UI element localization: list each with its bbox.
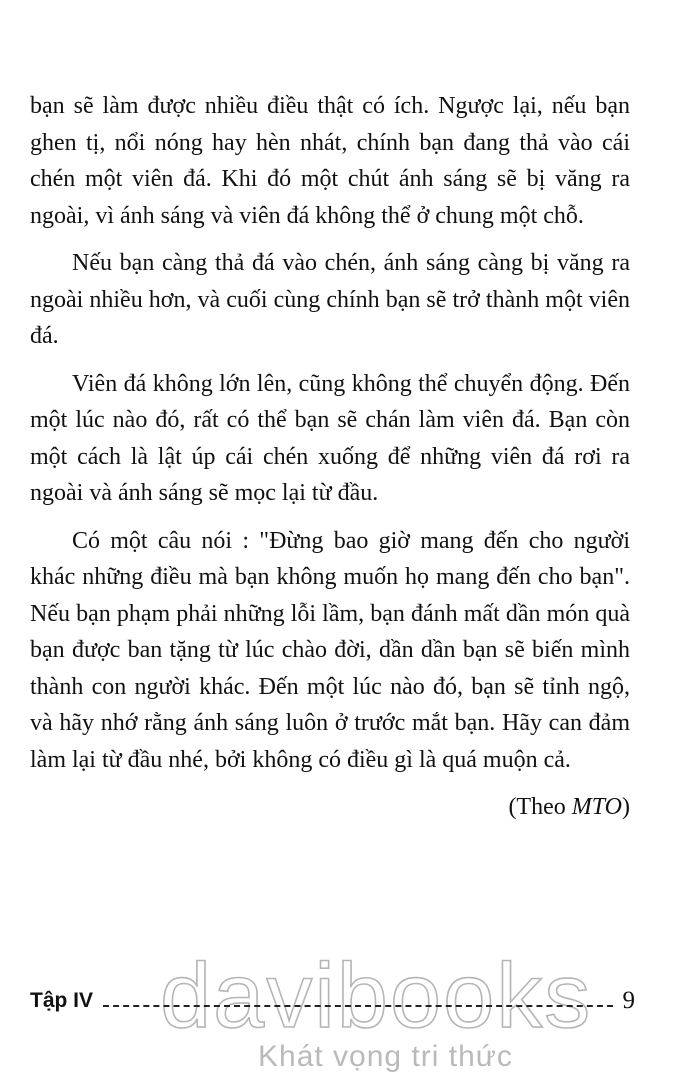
page-body	[30, 88, 630, 825]
source-citation	[30, 789, 630, 825]
page-number: 9	[622, 987, 635, 1014]
source-name: MTO	[571, 794, 622, 820]
paragraph-3: Viên đá không lớn lên, cũng không thể chuyển động. Đến một lúc nào đó, rất có thể bạn sẽ chán làm viên đá. Bạn còn một cách là lật úp cái chén xuống để những viên đá rơi ra ngoài và ánh sáng sẽ mọc lại từ đầu.	[30, 370, 630, 506]
source-prefix: (Theo	[508, 794, 572, 820]
paragraph-2: Nếu bạn càng thả đá vào chén, ánh sáng càng bị văng ra ngoài nhiều hơn, và cuối cùng chính bạn sẽ trở thành một viên đá.	[30, 250, 630, 349]
watermark-tagline: Khát vọng tri thức	[258, 1040, 513, 1073]
paragraph-1: bạn sẽ làm được nhiều điều thật có ích. Ngược lại, nếu bạn ghen tị, nổi nóng hay hèn nhát, chính bạn đang thả vào cái chén một viên đá. Khi đó một chút ánh sáng sẽ bị văng ra ngoài, vì ánh sáng và viên đá không thể ở chung một chỗ.	[30, 93, 630, 229]
page-footer	[30, 983, 635, 1019]
dashed-leader	[103, 1005, 612, 1007]
volume-label: Tập IV	[30, 989, 94, 1012]
watermark-brand: davibooks	[160, 945, 593, 1047]
paragraph-4: Có một câu nói : "Đừng bao giờ mang đến cho người khác những điều mà bạn không muốn họ mang đến cho bạn". Nếu bạn phạm phải những lỗi lầm, bạn đánh mất dần món quà bạn được ban tặng từ lúc chào đời, dần dần bạn sẽ biến mình thành con người khác. Đến một lúc nào đó, bạn sẽ tỉnh ngộ, và hãy nhớ rằng ánh sáng luôn ở trước mắt bạn. Hãy can đảm làm lại từ đầu nhé, bởi không có điều gì là quá muộn cả.	[30, 527, 630, 773]
source-suffix: )	[622, 794, 630, 820]
